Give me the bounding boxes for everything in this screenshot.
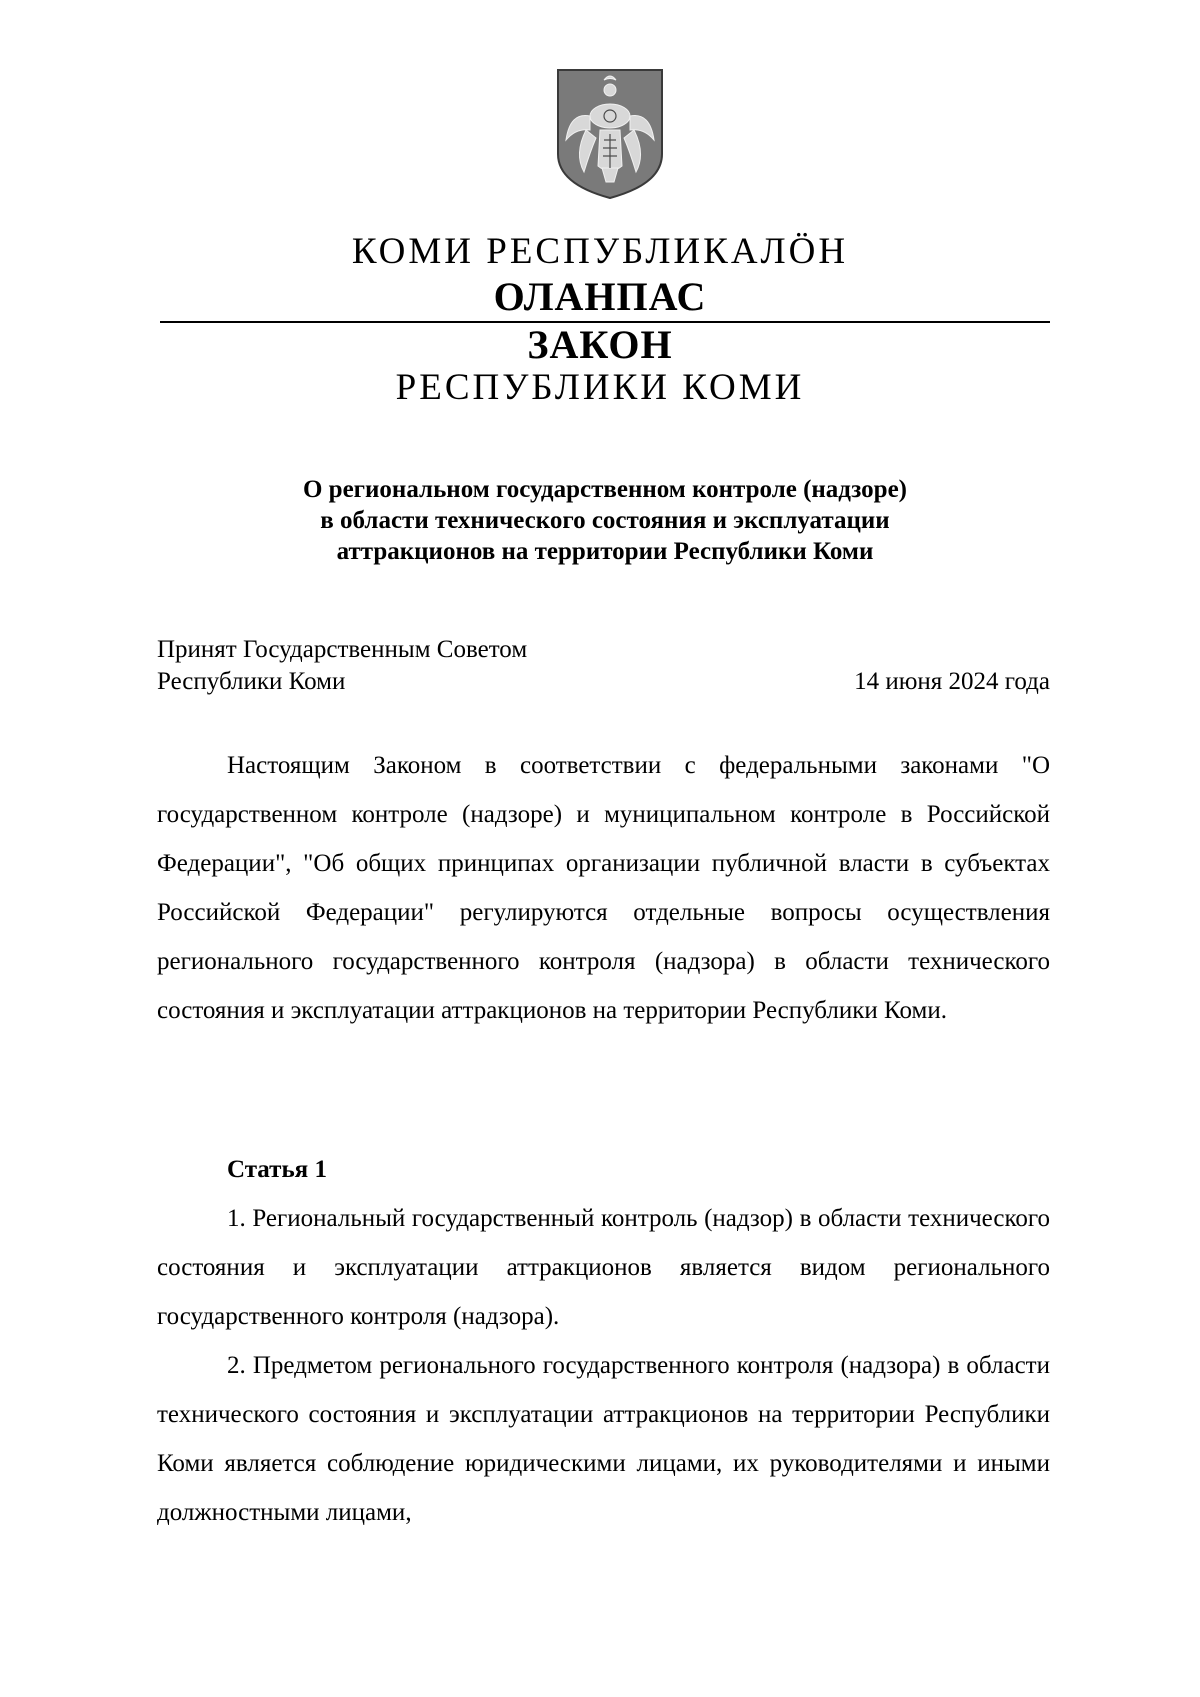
adoption-date: 14 июня 2024 года: [854, 668, 1050, 695]
komi-republic-coat-of-arms-icon: [556, 68, 664, 200]
republic-name: РЕСПУБЛИКИ КОМИ: [395, 367, 805, 408]
law-title-line: О региональном государственном контроле (надзоре): [302, 476, 907, 503]
komi-language-title: КОМИ РЕСПУБЛИКАЛÖН: [351, 231, 849, 272]
article-paragraph: 1. Региональный государственный контроль (надзор) в области технического состояния и эксплуатации аттракционов является видом регионального государственного контроля (надзора).: [157, 1205, 1050, 1330]
law-label-russian: ЗАКОН: [527, 322, 673, 367]
law-label-komi: ОЛАНПАС: [493, 274, 707, 319]
adoption-block: [157, 634, 1050, 698]
article-heading: Статья 1: [227, 1156, 327, 1183]
adoption-authority-line: Принят Государственным Советом: [157, 636, 528, 663]
article-body: [157, 1194, 1050, 1537]
adoption-authority-line: Республики Коми: [157, 668, 346, 695]
law-title-line: в области технического состояния и эксплуатации: [320, 507, 890, 534]
law-title-line: аттракционов на территории Республики Коми: [336, 538, 874, 565]
preamble-paragraph: Настоящим Законом в соответствии с федеральными законами "О государственном контроле (надзоре) и муниципальном контроле в Российской Федерации", "Об общих принципах организации публичной власти в субъектах Российской Федерации" регулируются отдельные вопросы осуществления регионального государственного контроля (надзора) в области технического состояния и эксплуатации аттракционов на территории Республики Коми.: [157, 752, 1050, 1024]
article-paragraph: 2. Предметом регионального государственного контроля (надзора) в области технического состояния и эксплуатации аттракционов на территории Республики Коми является соблюдение юридическими лицами, их руководителями и иными должностными лицами,: [157, 1352, 1050, 1526]
preamble-block: [157, 741, 1050, 1035]
law-title: [160, 474, 1050, 567]
